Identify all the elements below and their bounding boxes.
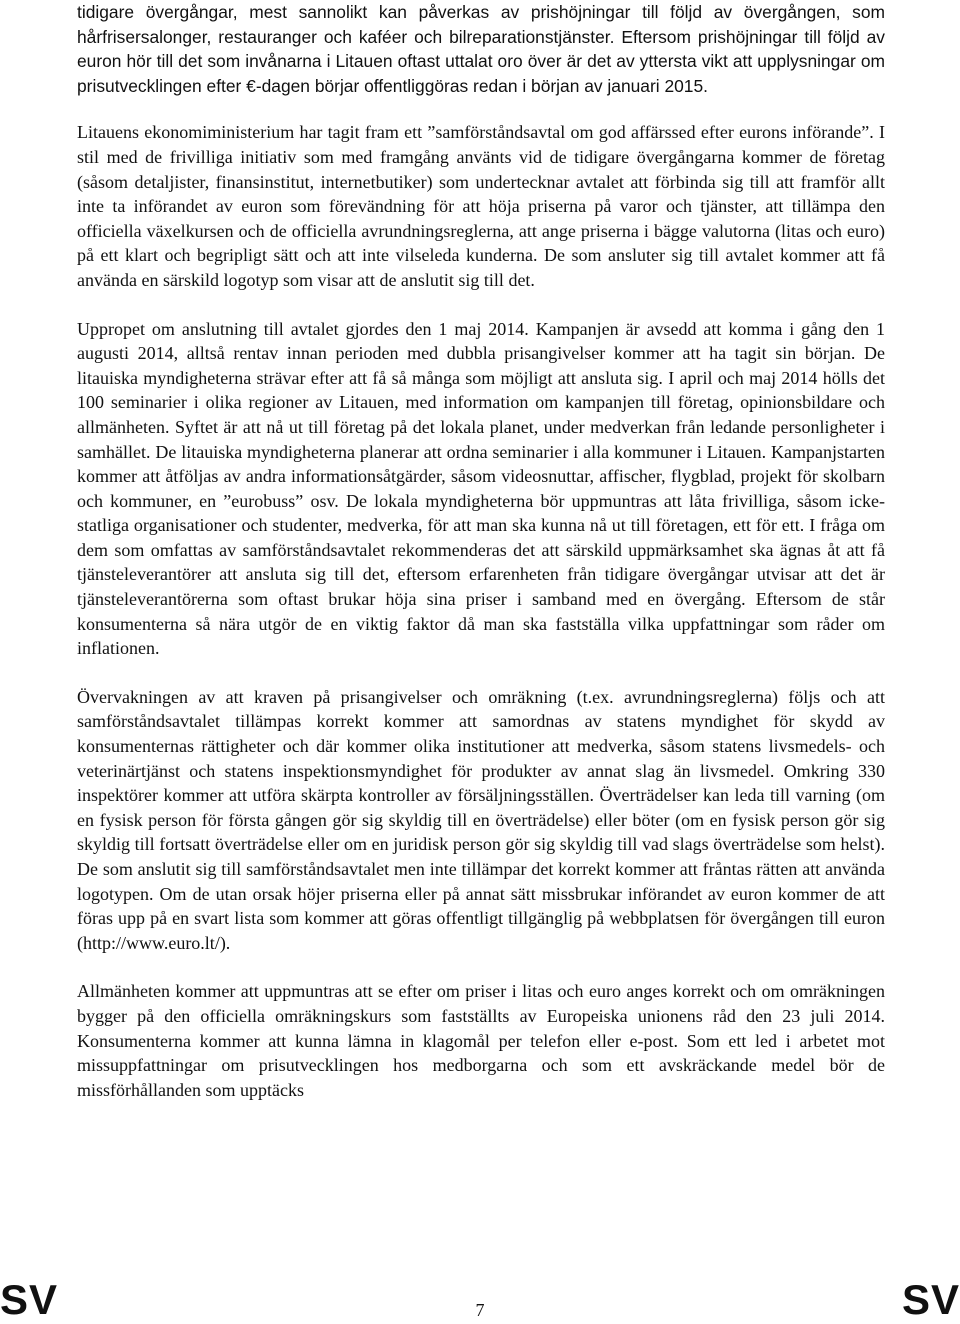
- language-code-left: SV: [0, 1276, 59, 1323]
- page-number: 7: [475, 1300, 485, 1320]
- paragraph-5: Allmänheten kommer att uppmuntras att se efter om priser i litas och euro anges korrekt och om omräkningen bygger på den officiella omräkningskurs som fastställts av Europeiska unionens råd den 23 juli 2014. Konsumenterna kommer att kunna lämna in klagomål per telefon eller e-post. Som ett led i arbetet mot missuppfattningar om prisutvecklingen hos medborgarna och som ett avskräckande medel bör de missförhållanden som upptäcks: [77, 981, 885, 1100]
- document-body: [77, 0, 885, 1126]
- paragraph-3: Uppropet om anslutning till avtalet gjordes den 1 maj 2014. Kampanjen är avsedd att komma i gång den 1 augusti 2014, alltså rentav innan perioden med dubbla prisangivelser kommer att ha tagit sin början. De litauiska myndigheterna strävar efter att få så många som möjligt att ansluta sig. I april och maj 2014 hölls det 100 seminarier i olika regioner av Litauen, med information om kampanjen till företag, opinionsbildare och allmänheten. Syftet är att nå ut till företag på det lokala planet, under medverkan från ledande personligheter i samhället. De litauiska myndigheterna planerar att ordna seminarier i alla kommuner i Litauen. Kampanjstarten kommer att åtföljas av andra informationsåtgärder, såsom videosnuttar, affischer, flygblad, projekt för skolbarn och kommuner, en ”eurobuss” osv. De lokala myndigheterna bör uppmuntras att låta frivilliga, såsom icke-statliga organisationer och studenter, medverka, för att man ska kunna nå ut till företagen, ett för ett. I fråga om dem som omfattas av samförståndsavtalet rekommenderas det att särskild uppmärksamhet ska ägnas åt att få tjänsteleverantörer att ansluta sig till det, eftersom erfarenheten från tidigare övergångar utvisar att det är tjänsteleverantörerna som oftast brukar höja sina priser i samband med en övergång. Eftersom de står konsumenterna så nära utgör de en viktig faktor då man ska fastställa vilka uppfattningar som råder om inflationen.: [77, 318, 885, 659]
- language-code-right: SV: [901, 1276, 960, 1323]
- paragraph-2: Litauens ekonomiministerium har tagit fram ett ”samförståndsavtal om god affärssed efter eurons införande”. I stil med de frivilliga initiativ som med framgång använts vid de tidigare övergångarna kommer de företag (såsom detaljister, finansinstitut, internetbutiker) som undertecknar avtalet att förbinda sig till att framför allt inte ta införandet av euron som förevändning för att höja priserna på varor och tjänster, att tillämpa den officiella växelkursen och de officiella avrundningsreglerna, att ange priserna i bägge valutorna (litas och euro) på ett klart och begripligt sätt och att inte vilseleda kunderna. De som ansluter sig till avtalet kommer att få använda en särskild logotyp som visar att de anslutit sig till det.: [77, 122, 885, 290]
- paragraph-4: Övervakningen av att kraven på prisangivelser och omräkning (t.ex. avrundningsreglerna) följs och att samförståndsavtalet tillämpas korrekt kommer att samordnas av statens myndighet för skydd av konsumenternas rättigheter och där kommer olika institutioner att medverka, såsom statens livsmedels- och veterinärtjänst och statens inspektionsmyndighet för produkter av annat slag än livsmedel. Omkring 330 inspektörer kommer att utföra skärpta kontroller av försäljningsställen. Överträdelser kan leda till varning (om en fysisk person för första gången gör sig skyldig till en överträdelse) eller böter (om en fysisk person gör sig skyldig till fortsatt överträdelse eller om en juridisk person gör sig skyldig till vad slags överträdelse som helst). De som anslutit sig till samförståndsavtalet men inte tillämpar det korrekt kommer att fråntas rätten att använda logotypen. Om de utan orsak höjer priserna eller på annat sätt missbrukar införandet av euron kommer de att föras upp på en svart lista som kommer att göras offentligt tillgänglig på webbplatsen för övergången till euron (http://www.euro.lt/).: [77, 686, 885, 953]
- paragraph-1: tidigare övergångar, mest sannolikt kan påverkas av prishöjningar till följd av övergången, som hårfrisersalonger, restauranger och kaféer och bilreparationstjänster. Eftersom prishöjningar till följd av euron hör till det som invånarna i Litauen oftast uttalat oro över är det av yttersta vikt att upplysningar om prisutvecklingen efter €-dagen börjar offentliggöras redan i början av januari 2015.: [77, 2, 885, 96]
